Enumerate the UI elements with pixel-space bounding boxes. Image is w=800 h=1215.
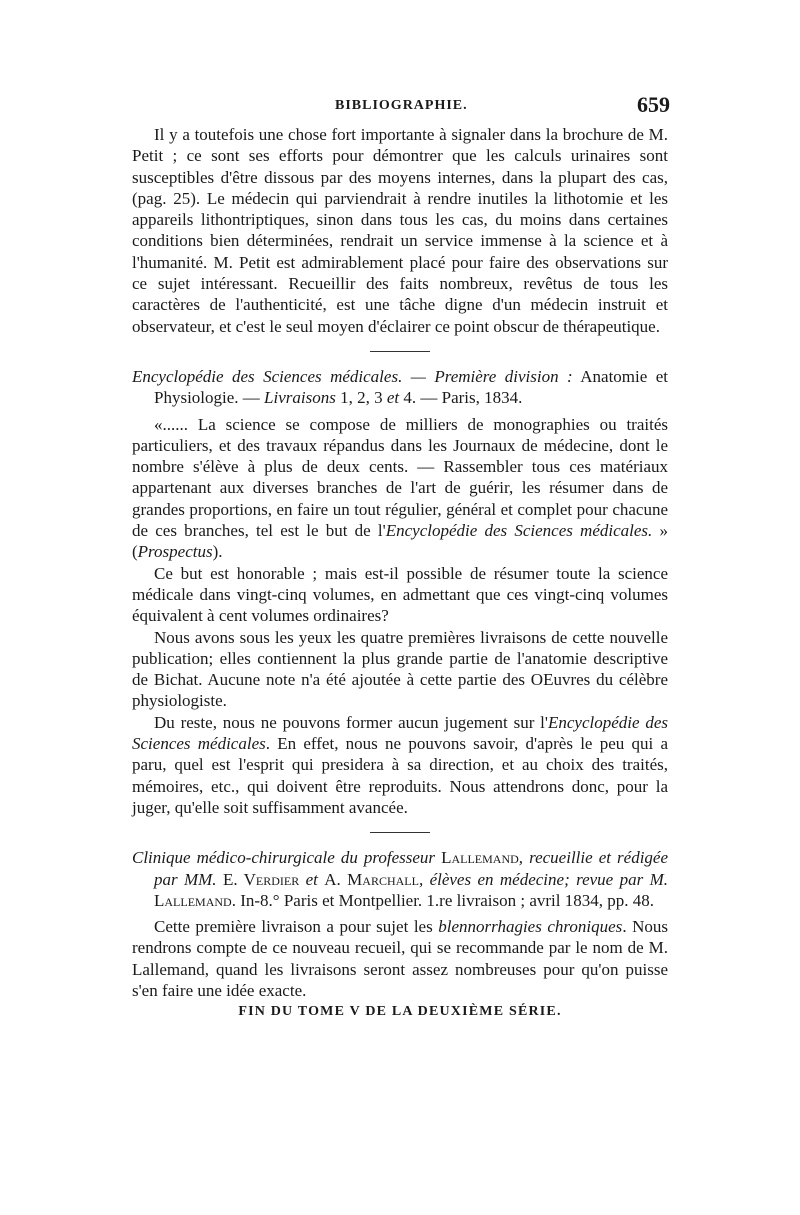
encyclopedie-title-rest: Anatomie et Physiologie. — [154, 366, 669, 408]
encyclopedie-paragraph-3: Nous avons sous les yeux les quatre premières livraisons de cette nouvelle publication; elles contiennent la plus grande partie de l'anatomie descriptive de Bichat. Aucune note n'a été ajoutée à cette partie des OEuvres du célèbre physiologiste. [132, 627, 668, 711]
clinique-para-italic: blennorrhagies chroniques [438, 917, 623, 937]
encyclopedie-title-italic: Encyclopédie des Sciences médicales. — Première division : [132, 366, 573, 386]
encyclopedie-para4-start: Du reste, nous ne pouvons former aucun jugement sur l' [154, 712, 548, 732]
section-divider [370, 832, 430, 833]
encyclopedie-quote-start: «...... La science se compose de milliers de monographies ou traités particuliers, et des travaux répandus dans les Journaux de médecine, dont le nombre s'élève à plus de deux cents. — Rassembler tous ces matériaux appartenant aux diverses branches de l'art de guérir, les résumer dans de grandes proportions, en faire un tout régulier, général et complet pour chacune de ces branches, tel est le but de l' [132, 414, 668, 541]
encyclopedie-paragraph-2: Ce but est honorable ; mais est-il possible de résumer toute la science médicale dans vingt-cinq volumes, en admettant que ces vingt-cinq volumes équivalent à cent volumes ordinaires? [132, 563, 668, 626]
encyclopedie-livraisons-et: et [386, 388, 400, 408]
encyclopedie-quote-end: » ( [132, 521, 668, 562]
page-body [132, 124, 668, 1023]
encyclopedie-livraisons-numbers: 1, 2, 3 [335, 388, 387, 408]
clinique-author-lallemand: Lallemand [441, 848, 519, 868]
encyclopedie-quote-italic: Encyclopédie des Sciences médicales. [385, 521, 653, 541]
encyclopedie-paragraph-4 [132, 712, 668, 818]
encyclopedie-para4-end: . En effet, nous ne pouvons savoir, d'après le peu qui a paru, quel est l'esprit qui presidera à sa direction, et au choix des traités, mémoires, etc., qui doivent être reproduits. Nous attendrons donc, pour la juger, qu'elle soit suffisamment avancée. [132, 734, 669, 817]
encyclopedie-quote-paragraph [132, 414, 668, 563]
clinique-reviewer-lallemand: Lallemand [154, 890, 232, 910]
clinique-author-verdier: E. Verdier [222, 869, 300, 889]
clinique-para-start: Cette première livraison a pour sujet les [154, 917, 439, 937]
clinique-title-italic-1: Clinique médico-chirurgicale du professeur [132, 848, 436, 868]
encyclopedie-para4-italic: Encyclopédie des Sciences médicales [132, 712, 669, 754]
clinique-title-italic-3: , élèves en médecine; revue par M. [418, 869, 668, 889]
clinique-title-italic-2: , recueillie et rédigée par MM. [154, 848, 669, 889]
clinique-para-end: . Nous rendrons compte de ce nouveau recueil, qui se recommande par le nom de M. Lallemand, quand les livraisons seront assez nombreuses pour qu'on puisse s'en faire une idée exacte. [132, 917, 668, 1000]
clinique-title-rest: . In-8.° Paris et Montpellier. 1.re livraison ; avril 1834, pp. 48. [231, 890, 655, 910]
lithotomy-paragraph: Il y a toutefois une chose fort importante à signaler dans la brochure de M. Petit ; ce sont ses efforts pour démontrer que les calculs urinaires sont susceptibles d'être dissous par des moyens internes, dans la plupart des cas, (pag. 25). Le médecin qui parviendrait à rendre inutiles la lithotomie et les appareils lithontriptiques, sinon dans tous les cas, du moins dans certaines conditions bien déterminées, rendrait un service immense à la science et à l'humanité. M. Petit est admirablement placé pour faire des observations sur ce sujet intéressant. Recueillir des faits nombreux, revêtus de tous les caractères de l'authenticité, est une tâche digne d'un médecin instruit et observateur, et c'est le seul moyen d'éclairer ce point obscur de thérapeutique. [132, 125, 668, 336]
clinique-et: et [299, 869, 325, 889]
encyclopedie-entry-title [132, 366, 668, 409]
end-of-volume-notice: FIN DU TOME V DE LA DEUXIÈME SÉRIE. [238, 1004, 562, 1020]
encyclopedie-livraisons-label: Livraisons [264, 388, 336, 408]
section-divider [370, 351, 430, 352]
running-title: BIBLIOGRAPHIE. [335, 98, 468, 113]
encyclopedie-prospectus-close: ). [212, 542, 223, 562]
clinique-paragraph [132, 916, 668, 1001]
clinique-author-marchall: A. Marchall [324, 869, 419, 889]
page-number: 659 [637, 92, 670, 117]
clinique-entry-title [132, 847, 668, 911]
encyclopedie-prospectus: Prospectus [137, 542, 213, 562]
encyclopedie-livraisons-end: 4. — Paris, 1834. [399, 388, 523, 408]
page-header [130, 92, 670, 122]
